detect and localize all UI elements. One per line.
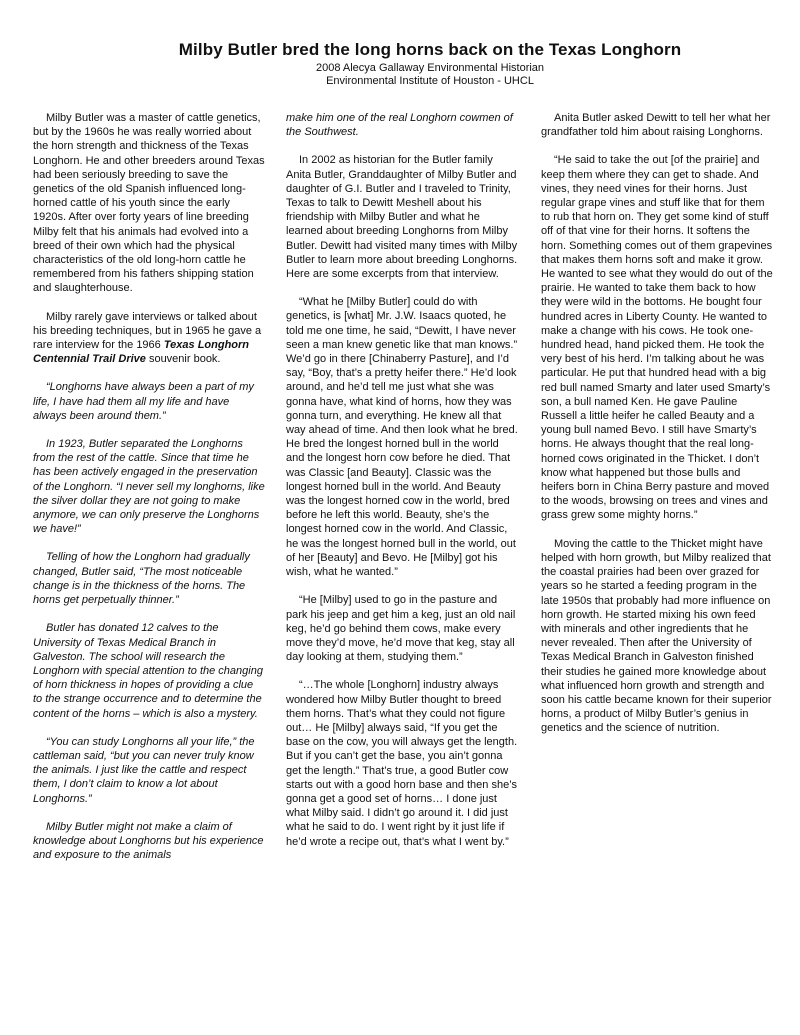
text-span: Milby rarely gave interviews or talked about his breeding techniques, but in 1965 he gave a rare interview for the 1966 — [33, 310, 262, 352]
quote-paragraph: “You can study Longhorns all your life,” the cattleman said, “but you can never truly know the animals. I just like the cattle and respect them, I don’t claim to know a lot about Longhorns.” — [33, 735, 255, 805]
column-2 — [286, 111, 518, 863]
article-title: Milby Butler bred the long horns back on the Texas Longhorn — [178, 40, 682, 59]
paragraph: Anita Butler asked Dewitt to tell her what her grandfather told him about raising Longhorns. — [541, 112, 771, 139]
quote-paragraph: In 1923, Butler separated the Longhorns from the rest of the cattle. Since that time he has been actively engaged in the preservation of the Longhorn. “I never sell my longhorns, like the silver dollar they are not going to make anymore, we can only preserve the Longhorns we have!” — [33, 438, 265, 536]
article-header — [0, 40, 800, 88]
quote-paragraph: Telling of how the Longhorn had gradually changed, Butler said, “The most noticeable change is in the thickness of the horns. The horns get perpetually thinner.” — [33, 551, 250, 607]
paragraph: “What he [Milby Butler] could do with genetics, is [what] Mr. J.W. Isaacs quoted, he told me one time, he said, “Dewitt, I have never seen a man knew genetic like that man knows.” We’d go in there [Chinaberry Pasture], and I’d say, “Boy, that’s a pretty heifer there.” He’d look around, and he’d tell me just what she was gonna have, what kind of horns, how they was gonna turn, and everything. He knew all that way ahead of time. And then look what he bred. He bred the longest horned bull in the world and the longest horn cow before he died. That was Classic [and Beauty]. Classic was the longest horned bull in the world. And Beauty was the longest horned cow in the world, bred before he left this world. Beauty, she’s the longest horned cow in the world. And Classic, he was the longest horned bull in the world, out of her [Beauty] and Bevo. He [Milby] got his wish, what he wanted.” — [286, 296, 518, 579]
text-span: souvenir book. — [145, 353, 221, 366]
quote-paragraph: “Longhorns have always been a part of my life, I have had them all my life and have always been around them.” — [33, 381, 254, 422]
quote-paragraph: Butler has donated 12 calves to the University of Texas Medical Branch in Galveston. The school will research the Longhorn with special attention to the changing of horn thickness in hopes of providing a clue to the strange occurrence and to determine the content of the horns – which is also a mystery. — [33, 622, 263, 720]
paragraph — [33, 310, 265, 367]
paragraph: Moving the cattle to the Thicket might have helped with horn growth, but Milby realized that the coastal prairies had been over grazed for years so he started a feeding program in the late 1950s that probably had more influence on horn growth. He started mixing his own feed with minerals and other ingredients that he never revealed. Then after the University of Texas Medical Branch in Galveston finished their studies he gained more knowledge about what influenced horn growth and strength and soon his cattle became known for their superior horns, a product of Milby Butler’s genius in genetics and the science of nutrition. — [541, 537, 772, 735]
paragraph: “He said to take the out [of the prairie] and keep them where they can get to shade. And vines, they need vines for their horns. Just regular grape vines and stuff like that for them to rub that horn on. They get some kind of stuff off of that vine for their horns. It softens the horn. Something comes out of them grapevines that makes them horns soft and make it grow. He wanted to see what they would do out of the prairie. He wanted to take them back to how they were wild in the bottoms. He bought four hundred acres in Liberty County. He wanted to make a change with his cows. He took one-hundred head, hand picked them. He took the very best of his herd. I’m talking about he was particular. He put that hundred head with a big red bull named Smarty and later used Smarty’s son, a bull named Ken. He gave Pauline Russell a little heifer he called Beauty and a young bull named Bevo. I still have Smarty’s horns. He always thought that the real long-horned cows originated in the Thicket. I don’t know what happened but those bulls and heifers born in China Berry pasture and moved to the woods, browsing on trees and vines and grass grew some mighty horns.” — [541, 154, 773, 522]
paragraph: Milby Butler was a master of cattle genetics, but by the 1960s he was really worried about the horn strength and thickness of the Texas Longhorn. He and other breeders around Texas had been seriously breeding to save the genetics of the old Spanish influenced long-horned cattle of his youth since the early 1920s. After over forty years of line breeding Milby felt that his animals had evolved into a breed of their own which had the physical characteristics of the old long-horn cattle he remembered from his fathers shipping station and slaughterhouse. — [33, 112, 265, 295]
column-3 — [541, 111, 773, 750]
institution: Environmental Institute of Houston - UHCL — [326, 75, 534, 87]
paragraph: In 2002 as historian for the Butler family Anita Butler, Granddaughter of Milby Butler and daughter of G.I. Butler and I traveled to Trinity, Texas to talk to Dewitt Meshell about his friendship with Milby Butler and what he learned about breeding Longhorns from Milby Butler. Dewitt had visited many times with Milby Butler to learn more about breeding Longhorns. Here are some excerpts from that interview. — [286, 154, 518, 281]
paragraph: “…The whole [Longhorn] industry always wondered how Milby Butler thought to breed them horns. That’s what they could not figure out… He [Milby] always said, “If you get the base on the cow, you will always get the length. But if you can’t get the base, you ain’t gonna get the length.” That’s true, a good Butler cow starts out with a good horn base and then she’s gonna get a good set of horns… I done just what Milby said. I didn’t go around it. I did just what he said to do. I went right by it just life if he’d wrote a recipe out, that’s what I went by.” — [286, 679, 518, 848]
paragraph: “He [Milby] used to go in the pasture and park his jeep and get him a keg, just an old nail keg, he’d go behind them cows, make every move they’d move, he’d move that keg, stay all day looking at them, studying them.” — [286, 594, 516, 664]
byline: 2008 Alecya Gallaway Environmental Historian — [315, 62, 545, 74]
book-title: Texas Longhorn Centennial Trail Drive — [33, 339, 250, 366]
quote-paragraph: make him one of the real Longhorn cowmen of the Southwest. — [286, 112, 513, 139]
column-1 — [33, 111, 265, 876]
quote-paragraph: Milby Butler might not make a claim of knowledge about Longhorns but his experience and exposure to the animals — [33, 820, 264, 862]
